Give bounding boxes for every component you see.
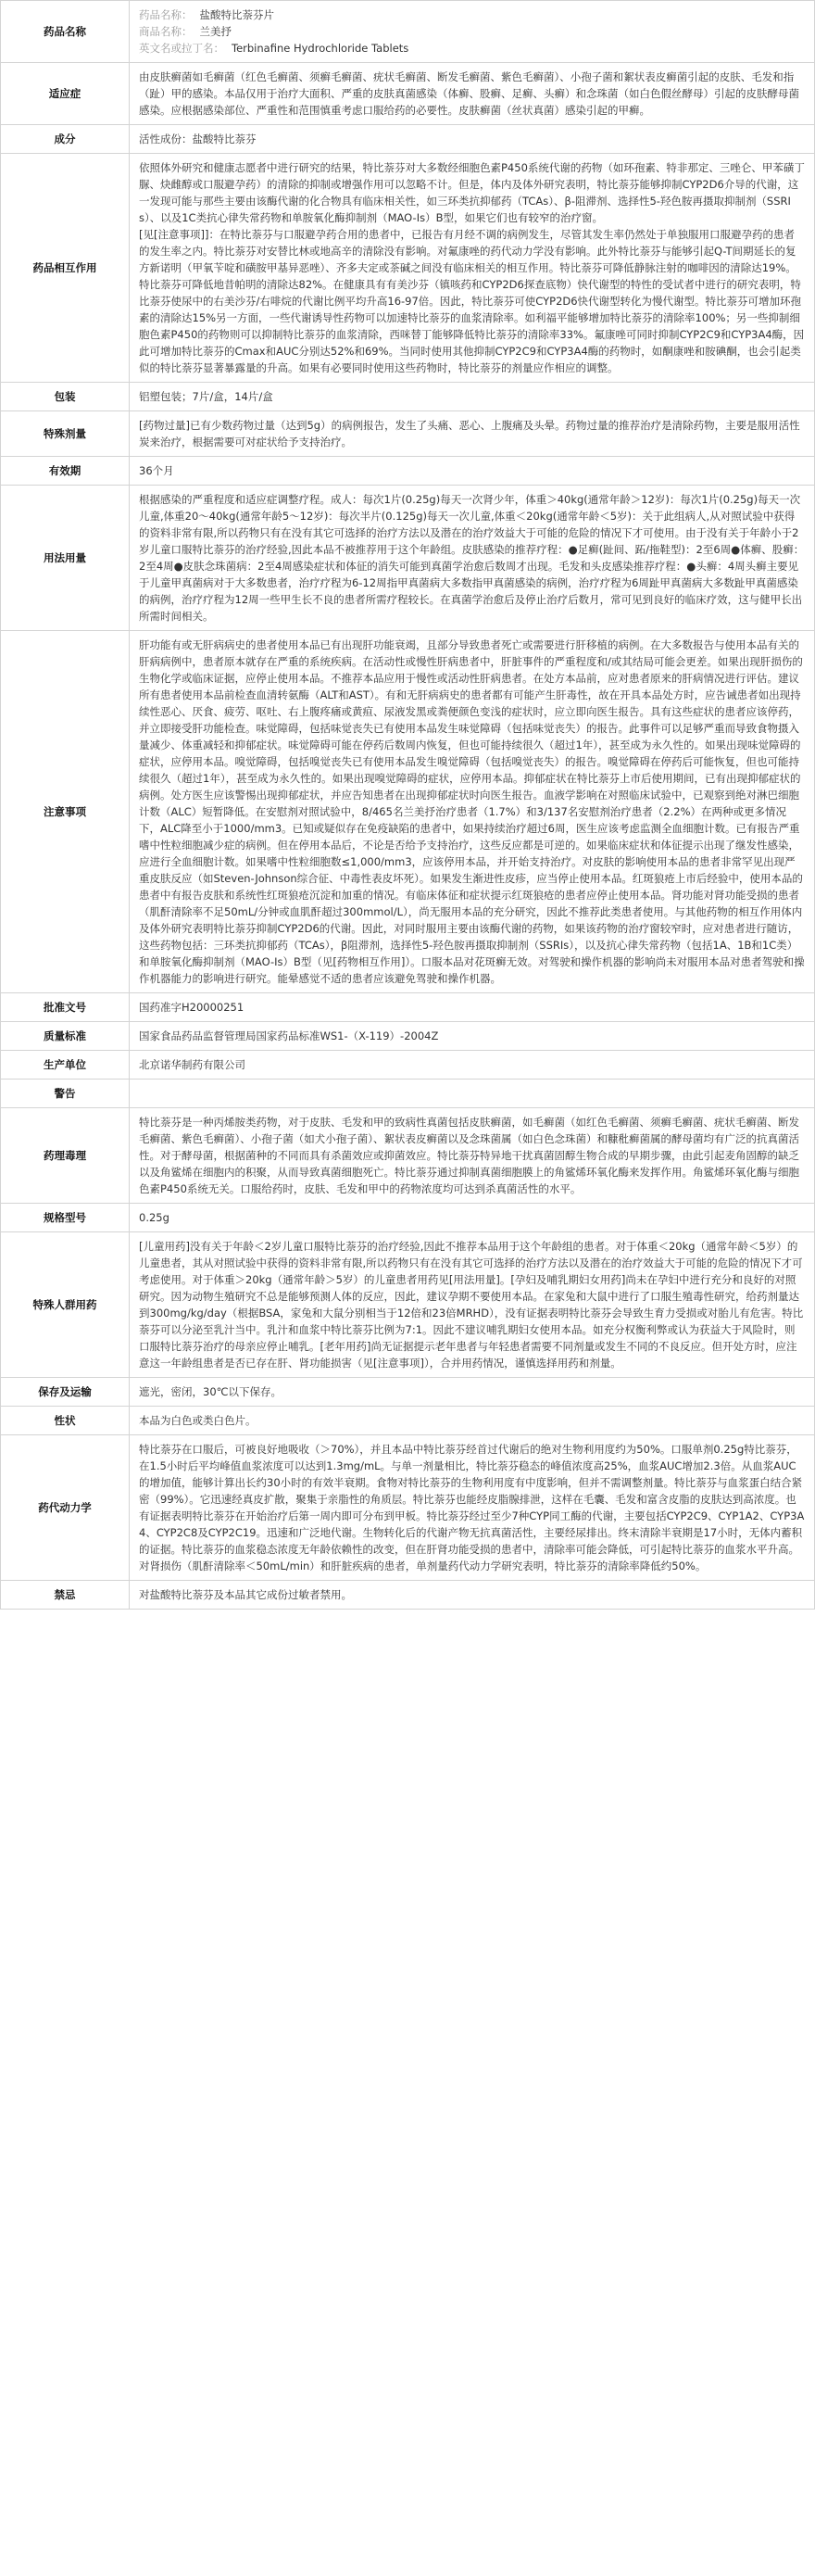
row-value [130, 1, 815, 63]
name-value: Terbinafine Hydrochloride Tablets [232, 42, 409, 55]
row-pk [1, 1435, 815, 1581]
row-pharmacology [1, 1108, 815, 1204]
row-text: 肝功能有或无肝病病史的患者使用本品已有出现肝功能衰竭，且部分导致患者死亡或需要进行肝移植的病例。在大多数报告与使用本品有关的肝病病例中，患者原本就存在严重的系统疾病。在活动性或慢性肝病患者中，肝脏事件的严重程度和/或其结局可能会更差。如果出现肝损伤的生物化学或临床证据，应停止使用本品。不推荐本品应用于慢性或活动性肝病患者。在处方本品前，应对患者原来的肝病情况进行评估。建议所有患者使用本品前检查血清转氨酶（ALT和AST）。有和无肝病病史的患者都有可能产生肝毒性，故在开具本品处方时，应告诫患者如出现持续性恶心、厌食、疲劳、呕吐、右上腹疼痛或黄疸、尿液发黑或粪便颜色变浅的症状时，应立即向医生报告。具有这些症状的患者应该停药，并立即接受肝功能检查。味觉障碍，包括味觉丧失已有使用本品发生味觉障碍（包括味觉丧失）的报告。此事件可以足够严重而导致食物摄入量减少、体重减轻和抑郁症状。味觉障碍可能在停药后数周内恢复，但也可能持续很久（超过1年），甚至成为永久性的。如果出现味觉障碍的症状，应停用本品。嗅觉障碍，包括嗅觉丧失已有使用本品发生嗅觉障碍（包括嗅觉丧失）的报告。嗅觉障碍在停药后可能恢复，但也可能持续很久（超过1年），甚至成为永久性的。如果出现嗅觉障碍的症状，应停用本品。抑郁症状在特比萘芬上市后使用期间，已有出现抑郁症状的病例。处方医生应该警惕出现抑郁症状，并应告知患者在出现抑郁症状时向医生报告。血液学影响在对照临床试验中，已观察到绝对淋巴细胞计数（ALC）短暂降低。在安慰剂对照试验中，8/465名兰美抒治疗患者（1.7%）和3/137名安慰剂治疗患者（2.2%）在两种或更多情况下，ALC降至小于1000/mm3。已知或疑似存在免疫缺陷的患者中，如果持续治疗超过6周，医生应该考虑监测全血细胞计数。已有报告严重嗜中性粒细胞减少症的病例。但在停用本品后，不论是否给予支持治疗，这些反应都是可逆的。如果临床症状和体征提示出现了继发性感染，应进行全血细胞计数。如果嗜中性粒细胞数≤1,000/mm3，应该停用本品，并开始支持治疗。对皮肤的影响使用本品的患者非常罕见出现严重皮肤反应（如Steven-Johnson综合征、中毒性表皮坏死）。如果发生渐进性皮疹，应当停止使用本品。红斑狼疮上市后经验中，使用本品的患者中有报告皮肤和系统性红斑狼疮沉淀和加重的情况。有临床体征和症状提示红斑狼疮的患者应停止使用本品。肾功能对肾功能受损的患者（肌酐清除率不足50mL/分钟或血肌酐超过300mmol/L），尚无服用本品的充分研究，因此不推荐此类患者使用。与其他药物的相互作用体内及体外研究表明特比萘芬抑制CYP2D6的代谢。因此，对同时服用主要由该酶代谢的药物，如果该药物的治疗窗较窄时，应对患者进行随访，这些药物包括：三环类抗抑郁药（TCAs），β阻滞剂，选择性5-羟色胺再摄取抑制剂（SSRIs），以及抗心律失常药物（包括1A、1B和1C类）和单胺氧化酶抑制剂（MAO-Is）B型（见[药物相互作用]）。口服本品对花斑癣无效。对驾驶和操作机器的影响尚未对服用本品对患者驾驶和操作机器能力的影响进行研究。能晕感觉不适的患者应该避免驾驶和操作机器。 [139, 638, 805, 985]
row-value [130, 1204, 815, 1232]
row-text: 北京诺华制药有限公司 [139, 1058, 245, 1071]
row-value [130, 993, 815, 1022]
row-text: 36个月 [139, 464, 174, 477]
row-overdose [1, 411, 815, 457]
row-value [130, 411, 815, 457]
row-text: 铝塑包装；7片/盒，14片/盒 [139, 390, 273, 403]
name-line [139, 6, 805, 23]
row-label: 禁忌 [1, 1581, 130, 1610]
row-value [130, 1581, 815, 1610]
row-label: 批准文号 [1, 993, 130, 1022]
row-value [130, 486, 815, 631]
row-value [130, 631, 815, 993]
row-text: 特比萘芬在口服后，可被良好地吸收（＞70%），并且本品中特比萘芬经首过代谢后的绝对生物利用度约为50%。口服单剂0.25g特比萘芬，在1.5小时后平均峰值血浆浓度可以达到1.3mg/mL。与单一剂量相比，特比萘芬稳态的峰值浓度高25%，血浆AUC增加2.3倍。从血浆AUC的增加值，能够计算出长约30小时的有效半衰期。食物对特比萘芬的生物利用度有中度影响，但并不需调整剂量。特比萘芬与血浆蛋白结合紧密（99%）。它迅速经真皮扩散，聚集于亲脂性的角质层。特比萘芬也能经皮脂腺排泄，这样在毛囊、毛发和富含皮脂的皮肤达到高浓度。也有证据表明特比萘芬在开始治疗后第一周内即可分布到甲板。特比萘芬经过至少7种CYP同工酶的代谢，主要包括CYP2C9、CYP1A2、CYP3A4、CYP2C8及CYP2C19。迅速和广泛地代谢。生物转化后的代谢产物无抗真菌活性，主要经尿排出。终末清除半衰期是17小时，无体内蓄积的证据。特比萘芬的血浆稳态浓度无年龄依赖性的改变，但在肝肾功能受损的患者中，清除率可能会降低，可引起特比萘芬的血浆水平升高。对肾损伤（肌酐清除率＜50mL/min）和肝脏疾病的患者，单剂量药代动力学研究表明，特比萘芬的清除率降低约50%。 [139, 1443, 805, 1572]
row-label: 药理毒理 [1, 1108, 130, 1204]
name-key: 英文名或拉丁名： [139, 42, 224, 55]
row-validity [1, 457, 815, 486]
row-dosage [1, 486, 815, 631]
row-taboo [1, 1581, 815, 1610]
row-indication [1, 63, 815, 125]
row-text: 遮光，密闭，30℃以下保存。 [139, 1385, 282, 1398]
row-value [130, 1108, 815, 1204]
row-value [130, 154, 815, 383]
row-label: 质量标准 [1, 1022, 130, 1051]
name-value: 盐酸特比萘芬片 [199, 8, 274, 21]
row-value [130, 1407, 815, 1435]
row-label: 规格型号 [1, 1204, 130, 1232]
row-text: 0.25g [139, 1211, 169, 1224]
row-label: 药品相互作用 [1, 154, 130, 383]
row-value [130, 1378, 815, 1407]
row-label: 包装 [1, 383, 130, 411]
row-value [130, 383, 815, 411]
name-line [139, 23, 805, 40]
row-text: 根据感染的严重程度和适应症调整疗程。成人：每次1片(0.25g)每天一次肾少年，体重＞40kg(通常年龄＞12岁)：每次1片(0.25g)每天一次儿童,体重20～40kg(通常年龄5～12岁)：每次半片(0.125g)每天一次儿童,体重＜20kg(通常年龄＜5岁)：关于此组病人,从对照试验中获得的资料非常有限,所以药物只有在没有其它可选择的治疗方法以及潜在的治疗效益大于可能的危险的情况下才可使用。由于没有关于年龄小于2岁儿童口服特比萘芬的治疗经验,因此本品不被推荐用于这个年龄组。皮肤感染的推荐疗程：●足癣(趾间、跖/拖鞋型)：2至6周●体癣、股癣：2至4周●皮肤念珠菌病：2至4周感染症状和体征的消失可能到真菌学治愈后数周才出现。毛发和头皮感染推荐疗程：●头癣：4周头癣主要见于儿童甲真菌病对于大多数患者，治疗疗程为6-12周指甲真菌病大多数指甲真菌感染的病例，治疗疗程为6周趾甲真菌病大多数趾甲真菌感染的病例，治疗疗程为12周一些甲生长不良的患者所需疗程较长。在真菌学治愈后及停止治疗后数月，常可见到良好的临床疗效，这与健甲长出所需时间相关。 [139, 493, 805, 623]
row-value [130, 63, 815, 125]
row-text: 活性成份：盐酸特比萘芬 [139, 133, 257, 145]
name-line [139, 40, 805, 57]
row-text: 国家食品药品监督管理局国家药品标准WS1-（X-119）-2004Z [139, 1029, 439, 1042]
row-value [130, 1435, 815, 1581]
row-label: 注意事项 [1, 631, 130, 993]
row-interaction [1, 154, 815, 383]
row-label: 生产单位 [1, 1051, 130, 1080]
name-key: 药品名称： [139, 8, 193, 21]
row-label: 用法用量 [1, 486, 130, 631]
row-label: 适应症 [1, 63, 130, 125]
row-package [1, 383, 815, 411]
row-value [130, 1022, 815, 1051]
row-appearance [1, 1407, 815, 1435]
row-spec [1, 1204, 815, 1232]
row-maker [1, 1051, 815, 1080]
row-label: 药代动力学 [1, 1435, 130, 1581]
row-value [130, 1232, 815, 1378]
row-value [130, 457, 815, 486]
name-value: 兰美抒 [199, 25, 232, 38]
row-special [1, 1232, 815, 1378]
row-text: 依照体外研究和健康志愿者中进行研究的结果，特比萘芬对大多数经细胞色素P450系统代谢的药物（如环孢素、特非那定、三唑仑、甲苯磺丁脲、炔雌醇或口服避孕药）的清除的抑制或增强作用可以忽略不计。但是，体内及体外研究表明，特比萘芬能够抑制CYP2D6介导的代谢，这一发现可能与那些主要由该酶代谢的化合物具有临床相关性，如三环类抗抑郁药（TCAs）、β-阻滞剂、选择性5-羟色胺再摄取抑制剂（SSRIs）、以及1C类抗心律失常药物和单胺氧化酶抑制剂（MAO-Is）B型，如果它们也有较窄的治疗窗。 [见[注意事项]]：在特比萘芬与口服避孕药合用的患者中，已报告有月经不调的病例发生，尽管其发生率仍然处于单独服用口服避孕药的患者的发生率之内。特比萘芬对安替比林或地高辛的清除没有影响。对氟康唑的药代动力学没有影响。此外特比萘芬与能够引起Q-T间期延长的复方新诺明（甲氧苄啶和磺胺甲基异恶唑）、齐多夫定或茶碱之间没有临床相关的相互作用。特比萘芬可降低静脉注射的咖啡因的清除达19%。特比萘芬可降低地昔帕明的清除达82%。在健康具有有美沙芬（镇咳药和CYP2D6探查底物）快代谢型的特性的受试者中进行的研究表明，特比萘芬使尿中的右美沙芬/右啡烷的代谢比例平均升高16-97倍。因此，特比萘芬可使CYP2D6快代谢型转化为慢代谢型。特比萘芬可增加环孢素的清除达15%另一方面，一些代谢诱导性药物可以加速特比萘芬的血浆清除率。如利福平能够增加特比萘芬的清除率100%；另一些抑制细胞色素P450的药物则可以抑制特比萘芬的血浆清除，西咪替丁能够降低特比萘芬的清除率33%。氟康唑可同时抑制CYP2C9和CYP3A4酶，因此可增加特比萘芬的Cmax和AUC分别达52%和69%。当同时使用其他抑制CYP2C9和CYP3A4酶的药物时，如酮康唑和胺碘酮，也会引起类似的特比萘芬显著暴露量的升高。如果有必要同时使用这些药物时，特比萘芬的剂量应作相应的调整。 [139, 161, 805, 374]
row-storage [1, 1378, 815, 1407]
row-label: 性状 [1, 1407, 130, 1435]
row-precautions [1, 631, 815, 993]
row-text: [药物过量]已有少数药物过量（达到5g）的病例报告，发生了头痛、恶心、上腹痛及头晕。药物过量的推荐治疗是清除药物，主要是服用活性炭来治疗，根据需要可对症状给予支持治疗。 [139, 419, 800, 448]
row-label: 有效期 [1, 457, 130, 486]
name-key: 商品名称： [139, 25, 193, 38]
row-value [130, 1080, 815, 1108]
row-text: 国药准字H20000251 [139, 1001, 244, 1014]
row-text: [儿童用药]没有关于年龄＜2岁儿童口服特比萘芬的治疗经验,因此不推荐本品用于这个年龄组的患者。对于体重＜20kg（通常年龄＜5岁）的儿童患者，其从对照试验中获得的资料非常有限,所以药物只有在没有其它可选择的治疗方法以及潜在的治疗效益大于可能的危险的情况下才可考虑使用。对于体重＞20kg（通常年龄＞5岁）的儿童患者用药见[用法用量]。[孕妇及哺乳期妇女用药]尚未在孕妇中进行充分和良好的对照研究。因为动物生殖研究不总是能够预测人体的反应，因此，建议孕期不要使用本品。在家兔和大鼠中进行了口服生殖毒性研究，给药剂量达到300mg/kg/day（根据BSA，家兔和大鼠分别相当于12倍和23倍MRHD），没有证据表明特比萘芬会导致生育力受损或对胎儿有危害。特比萘芬可以分泌至乳汁当中。乳汁和血浆中特比萘芬比例为7:1。因此不建议哺乳期妇女使用本品。如充分权衡利弊或认为获益大于风险时，则口服特比萘芬治疗的母亲应停止哺乳。[老年用药]尚无证据提示老年患者与年轻患者需要不同剂量或发生不同的不良反应。但开处方时，应注意这一年龄组患者是否已存在肝、肾功能损害（见[注意事项]），合并用药情况，谨慎选择用药和剂量。 [139, 1240, 804, 1370]
row-approval [1, 993, 815, 1022]
row-value [130, 125, 815, 154]
row-ingredient [1, 125, 815, 154]
row-text: 特比萘芬是一种丙烯胺类药物，对于皮肤、毛发和甲的致病性真菌包括皮肤癣菌，如毛癣菌（如红色毛癣菌、须癣毛癣菌、疣状毛癣菌、断发毛癣菌、紫色毛癣菌）、小孢子菌（如犬小孢子菌）、絮状表皮癣菌以及念珠菌属（如白色念珠菌）和糠秕癣菌属的酵母菌均有广泛的抗真菌活性。对于酵母菌，根据菌种的不同而具有杀菌效应或抑菌效应。特比萘芬特异地干扰真菌固醇生物合成的早期步骤，由此引起麦角固醇的缺乏以及角鲨烯在细胞内的积聚，从而导致真菌细胞死亡。特比萘芬通过抑制真菌细胞膜上的角鲨烯环氧化酶来发挥作用。角鲨烯环氧化酶与细胞色素P450系统无关。口服给药时，皮肤、毛发和甲中的药物浓度均可达到杀真菌活性的水平。 [139, 1116, 799, 1195]
row-text: 对盐酸特比萘芬及本品其它成份过敏者禁用。 [139, 1588, 352, 1601]
row-text: 由皮肤癣菌如毛癣菌（红色毛癣菌、须癣毛癣菌、疣状毛癣菌、断发毛癣菌、紫色毛癣菌）、小孢子菌和絮状表皮癣菌引起的皮肤、毛发和指（趾）甲的感染。本品仅用于治疗大面积、严重的皮肤真菌感染（体癣、股癣、足癣、头癣）和念珠菌（如白色假丝酵母）引起的皮肤酵母菌感染。应根据感染部位、严重性和范围慎重考虑口服给药的必要性。皮肤癣菌（丝状真菌）感染引起的甲癣。 [139, 70, 799, 117]
row-label: 警告 [1, 1080, 130, 1108]
row-label: 保存及运输 [1, 1378, 130, 1407]
row-name [1, 1, 815, 63]
row-label: 特殊人群用药 [1, 1232, 130, 1378]
row-label: 特殊剂量 [1, 411, 130, 457]
row-standard [1, 1022, 815, 1051]
row-value [130, 1051, 815, 1080]
row-warning [1, 1080, 815, 1108]
row-label: 药品名称 [1, 1, 130, 63]
row-text: 本品为白色或类白色片。 [139, 1414, 257, 1427]
row-label: 成分 [1, 125, 130, 154]
